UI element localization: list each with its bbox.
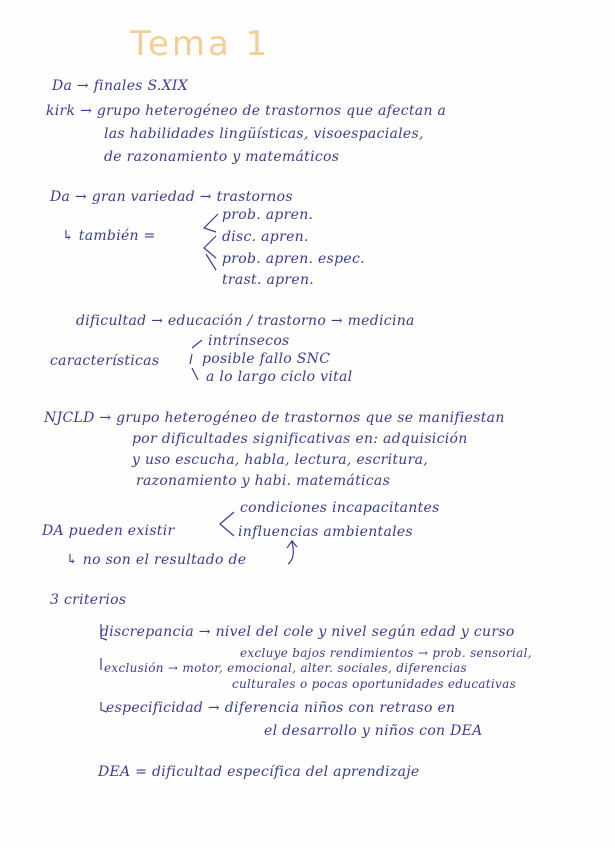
note-especificidad-1: especificidad → diferencia niños con retraso en xyxy=(106,700,456,716)
note-caracteristicas: características xyxy=(50,353,160,369)
note-kirk-3: de razonamiento y matemáticos xyxy=(104,149,340,165)
bracket-icon xyxy=(214,508,238,540)
bracket-icon xyxy=(196,210,224,280)
note-exclusion-c: culturales o pocas oportunidades educativas xyxy=(232,677,517,691)
note-tambien-4: trast. apren. xyxy=(222,272,315,288)
note-da-pueden: DA pueden existir xyxy=(42,523,175,539)
note-njcld-1: NJCLD → grupo heterogéneo de trastornos que se manifiestan xyxy=(44,410,505,426)
note-especificidad-2: el desarrollo y niños con DEA xyxy=(264,723,483,739)
note-exclusion-a: excluye bajos rendimientos → prob. sensorial, xyxy=(240,646,532,660)
note-kirk-2: las habilidades lingüísticas, visoespaciales, xyxy=(104,126,424,142)
arrow-up-icon xyxy=(284,538,302,568)
note-car-3: a lo largo ciclo vital xyxy=(206,369,353,385)
note-criterios: 3 criterios xyxy=(50,592,127,608)
note-tambien-3: prob. apren. espec. xyxy=(222,251,365,267)
note-criterio-discrepancia: discrepancia → nivel del cole y nivel según edad y curso xyxy=(100,624,515,640)
note-tambien-2: disc. apren. xyxy=(222,229,309,245)
note-dea: DEA = dificultad específica del aprendizaje xyxy=(98,764,420,780)
note-criterio-exclusion: exclusión → motor, emocional, alter. sociales, diferencias xyxy=(104,661,468,675)
note-no-son: ↳ no son el resultado de xyxy=(66,552,247,568)
note-tambien: ↳ también = xyxy=(62,228,156,244)
note-car-2: posible fallo SNC xyxy=(202,351,331,367)
note-njcld-3: y uso escucha, habla, lectura, escritura, xyxy=(132,452,429,468)
note-da-variety: Da → gran variedad → trastornos xyxy=(50,189,293,205)
page-title: Tema 1 xyxy=(130,24,271,64)
note-njcld-2: por dificultades significativas en: adquisición xyxy=(132,431,468,447)
note-tambien-1: prob. apren. xyxy=(222,207,314,223)
note-kirk-1: kirk → grupo heterogéneo de trastornos que afectan a xyxy=(46,103,447,119)
note-dificultad: dificultad → educación / trastorno → medicina xyxy=(76,313,415,329)
note-cond-1: condiciones incapacitantes xyxy=(240,500,440,516)
note-da-origin: Da → finales S.XIX xyxy=(52,78,189,94)
note-car-1: intrínsecos xyxy=(208,333,290,349)
note-cond-2: influencias ambientales xyxy=(238,524,413,540)
note-njcld-4: razonamiento y habi. matemáticas xyxy=(136,473,391,489)
